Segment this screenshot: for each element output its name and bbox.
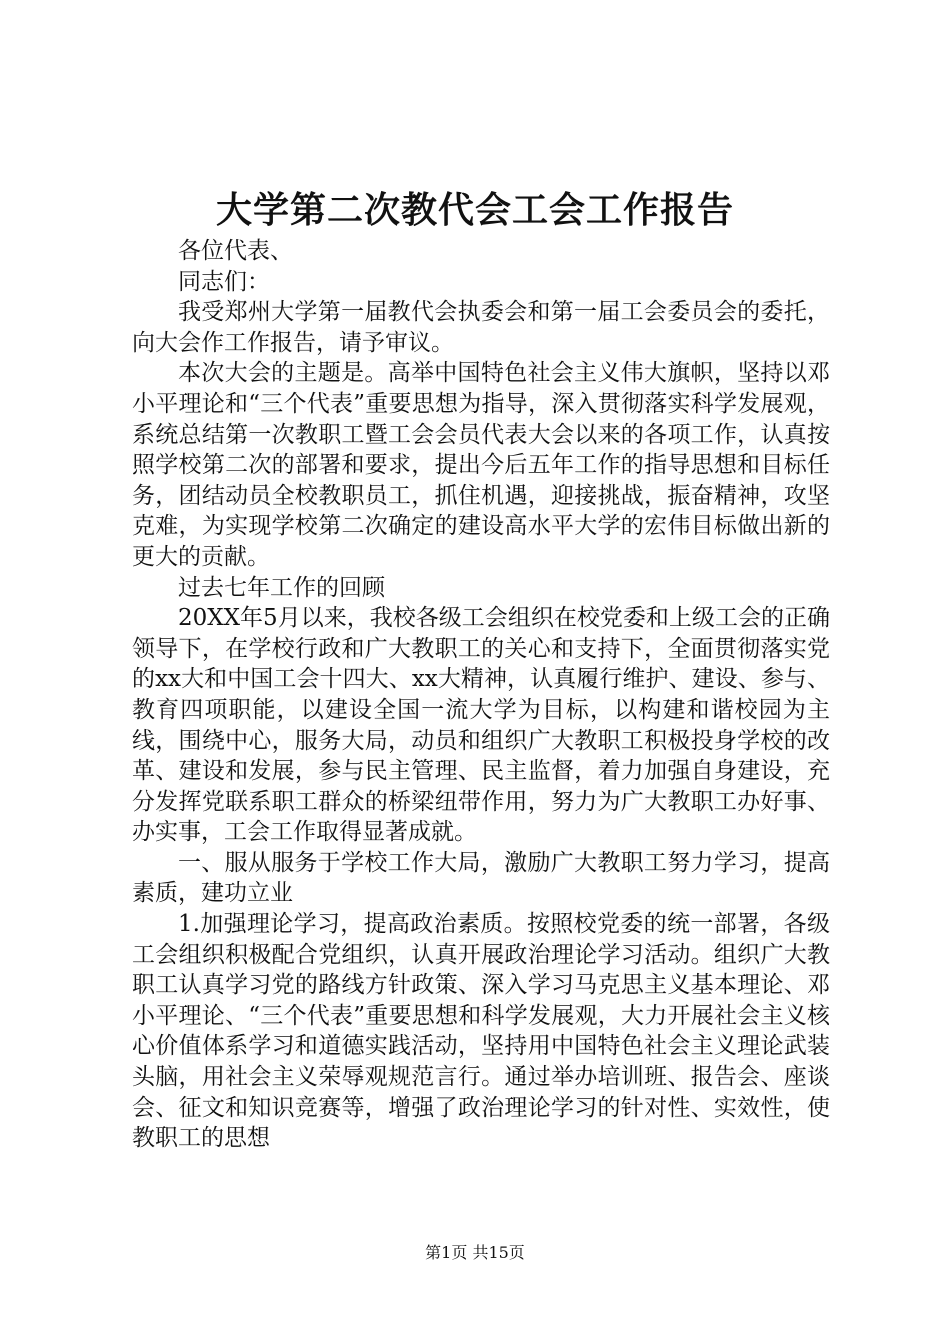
body-paragraph: 20XX年5月以来，我校各级工会组织在校党委和上级工会的正确领导下，在学校行政和广大教职工的关心和支持下，全面贯彻落实党的xx大和中国工会十四大、xx大精神，认真履行维护、建设、参与、教育四项职能，以建设全国一流大学为目标，以构建和谐校园为主线，围绕中心，服务大局，动员和组织广大教职工积极投身学校的改革、建设和发展，参与民主管理、民主监督，着力加强自身建设，充分发挥党联系职工群众的桥梁纽带作用，努力为广大教职工办好事、办实事，工会工作取得显著成就。 (132, 605, 830, 846)
document-body (132, 236, 830, 1154)
body-paragraph: 1.加强理论学习，提高政治素质。按照校党委的统一部署，各级工会组织积极配合党组织，认真开展政治理论学习活动。组织广大教职工认真学习党的路线方针政策、深入学习马克思主义基本理论、邓小平理论、“三个代表”重要思想和科学发展观，大力开展社会主义核心价值体系学习和道德实践活动，坚持用中国特色社会主义理论武装头脑，用社会主义荣辱观规范言行。通过举办培训班、报告会、座谈会、征文和知识竞赛等，增强了政治理论学习的针对性、实效性，使教职工的思想 (132, 911, 830, 1152)
salutation-line: 各位代表、 (178, 238, 293, 264)
document-title: 大学第二次教代会工会工作报告 (215, 189, 734, 231)
salutation-line: 同志们： (178, 268, 270, 295)
page-footer: 第1页 共15页 (425, 1243, 525, 1262)
section-heading: 一、服从服务于学校工作大局，激励广大教职工努力学习，提高素质，建功立业 (132, 849, 830, 907)
body-paragraph: 本次大会的主题是。高举中国特色社会主义伟大旗帜，坚持以邓小平理论和“三个代表”重要思想为指导，深入贯彻落实科学发展观，系统总结第一次教职工暨工会会员代表大会以来的各项工作，认真按照学校第二次的部署和要求，提出今后五年工作的指导思想和目标任务，团结动员全校教职员工，抓住机遇，迎接挑战，振奋精神，攻坚克难，为实现学校第二次确定的建设高水平大学的宏伟目标做出新的更大的贡献。 (132, 360, 830, 570)
body-paragraph: 我受郑州大学第一届教代会执委会和第一届工会委员会的委托，向大会作工作报告，请予审议。 (132, 299, 830, 356)
section-heading: 过去七年工作的回顾 (178, 574, 385, 601)
